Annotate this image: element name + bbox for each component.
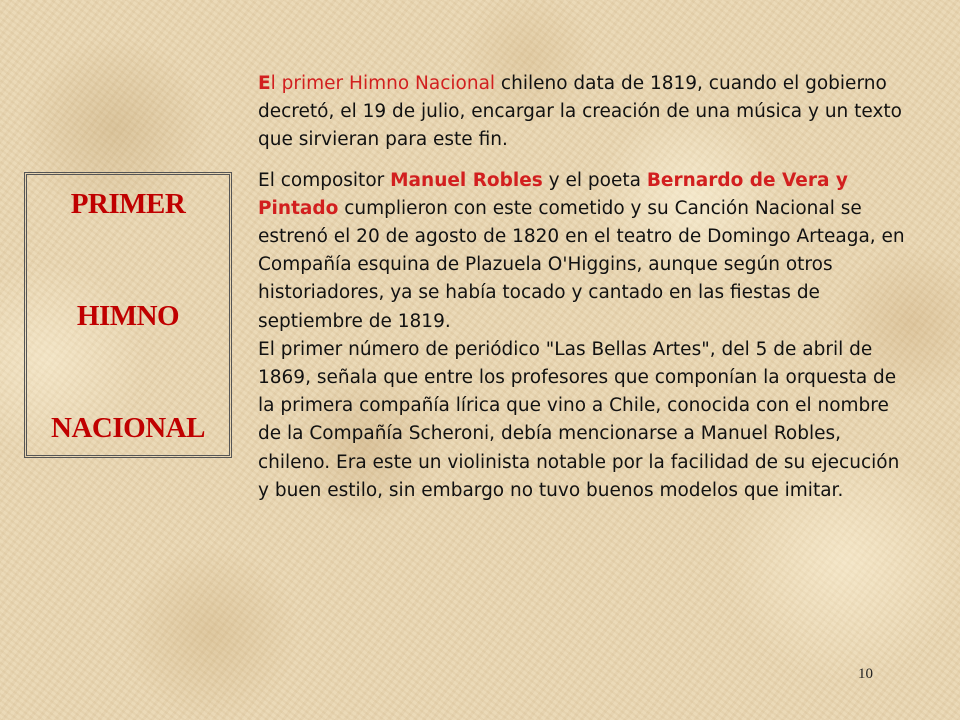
paragraph1-text: chileno data de 1819, cuando el gobierno decretó, el 19 de julio, encargar la creación de una música y un texto que sirvieran para este fin. (258, 73, 902, 151)
paragraph-first-anthem (258, 70, 908, 155)
body-text (258, 70, 908, 505)
composer-name: Manuel Robles (390, 169, 543, 191)
drop-letter: E (258, 73, 271, 94)
paragraph-bellas-artes: El primer número de periódico "Las Bellas Artes", del 5 de abril de 1869, señala que entre los profesores que componían la orquesta de la primera compañía lírica que vino a Chile, conocida con el nombre de la Compañía Scheroni, debía mencionarse a Manuel Robles, chileno. Era este un violinista notable por la facilidad de su ejecución y buen estilo, sin embargo no tuvo buenos modelos que imitar. (258, 338, 900, 501)
title-line-primer: PRIMER (70, 188, 186, 220)
paragraph-composers (258, 167, 908, 336)
highlight-first-anthem: l primer Himno Nacional (270, 73, 496, 94)
page-number: 10 (858, 666, 873, 682)
paragraph2-text-a: El compositor (258, 169, 391, 191)
paragraph2-text-b: y el poeta (542, 169, 647, 191)
title-line-himno: HIMNO (76, 300, 180, 333)
title-line-nacional: NACIONAL (51, 412, 205, 445)
paragraph2-text-c: cumplieron con este cometido y su Canción Nacional se estrenó el 20 de agosto de 1820 en el teatro de Domingo Arteaga, en Compañía esquina de Plazuela O'Higgins, aunque según otros historiadores, ya se había tocado y cantado en las fiestas de septiembre de 1819. (258, 197, 905, 332)
poet-name: Bernardo de Vera y Pintado (258, 169, 848, 219)
title-box (24, 172, 232, 458)
